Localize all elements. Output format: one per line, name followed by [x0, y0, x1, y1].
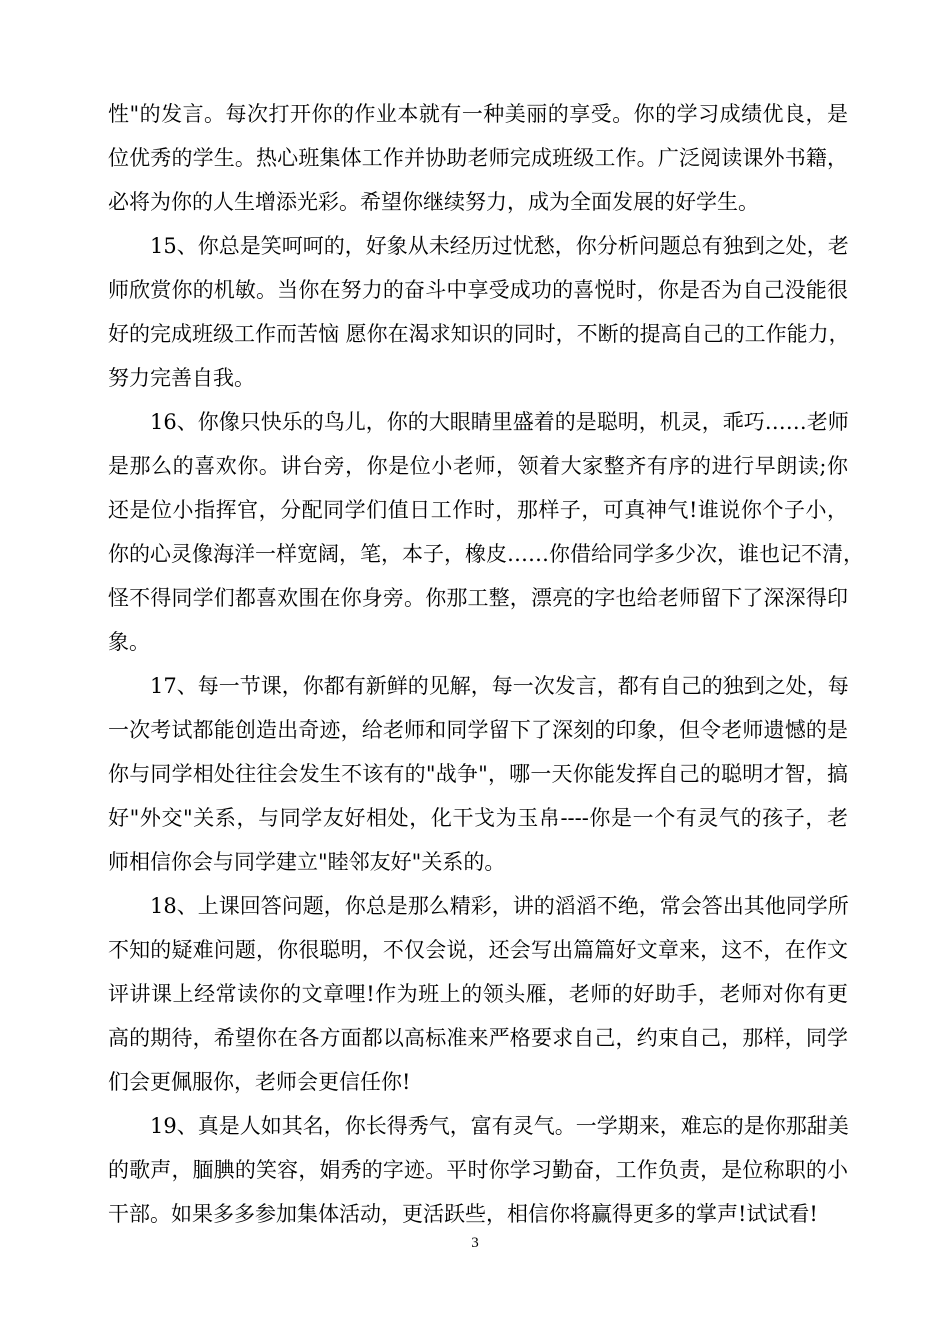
paragraph-first-line: 17、每一节课，你都有新鲜的见解，每一次发言，都有自己的独到之处，每 — [150, 674, 849, 698]
paragraph-first-line: 18、上课回答问题，你总是那么精彩，讲的滔滔不绝，常会答出其他同学所 — [150, 894, 849, 918]
text-line: 象。 — [108, 630, 150, 654]
text-line: 位优秀的学生。热心班集体工作并协助老师完成班级工作。广泛阅读课外书籍， — [108, 146, 848, 170]
text-line: 性"的发言。每次打开你的作业本就有一种美丽的享受。你的学习成绩优良，是 — [108, 102, 848, 126]
text-line: 是那么的喜欢你。讲台旁，你是位小老师，领着大家整齐有序的进行早朗读;你 — [108, 454, 848, 478]
text-line: 评讲课上经常读你的文章哩!作为班上的领头雁，老师的好助手，老师对你有更 — [108, 982, 848, 1006]
text-line: 们会更佩服你，老师会更信任你! — [108, 1070, 411, 1094]
text-line: 高的期待，希望你在各方面都以高标准来严格要求自己，约束自己，那样，同学 — [108, 1026, 848, 1050]
text-line: 一次考试都能创造出奇迹，给老师和同学留下了深刻的印象，但令老师遗憾的是 — [108, 718, 848, 742]
text-line: 必将为你的人生增添光彩。希望你继续努力，成为全面发展的好学生。 — [108, 190, 759, 214]
paragraph-first-line: 15、你总是笑呵呵的，好象从未经历过忧愁，你分析问题总有独到之处，老 — [150, 234, 849, 258]
text-line: 努力完善自我。 — [108, 366, 255, 390]
text-line: 不知的疑难问题，你很聪明，不仅会说，还会写出篇篇好文章来，这不，在作文 — [108, 938, 848, 962]
text-line: 怪不得同学们都喜欢围在你身旁。你那工整，漂亮的字也给老师留下了深深得印 — [108, 586, 848, 610]
text-line: 你的心灵像海洋一样宽阔，笔，本子，橡皮……你借给同学多少次，谁也记不清， — [108, 542, 864, 566]
text-line: 的歌声，腼腆的笑容，娟秀的字迹。平时你学习勤奋，工作负责，是位称职的小 — [108, 1158, 848, 1182]
paragraph-first-line: 16、你像只快乐的鸟儿，你的大眼睛里盛着的是聪明，机灵，乖巧……老师 — [150, 410, 849, 434]
paragraph-first-line: 19、真是人如其名，你长得秀气，富有灵气。一学期来，难忘的是你那甜美 — [150, 1114, 849, 1138]
text-line: 还是位小指挥官，分配同学们值日工作时，那样子，可真神气!谁说你个子小， — [108, 498, 848, 522]
text-line: 师欣赏你的机敏。当你在努力的奋斗中享受成功的喜悦时，你是否为自己没能很 — [108, 278, 848, 302]
text-line: 干部。如果多多参加集体活动，更活跃些，相信你将赢得更多的掌声!试试看! — [108, 1202, 818, 1226]
page-number: 3 — [471, 1235, 479, 1251]
text-line: 好的完成班级工作而苦恼 愿你在渴求知识的同时，不断的提高自己的工作能力， — [108, 322, 850, 346]
text-line: 师相信你会与同学建立"睦邻友好"关系的。 — [108, 850, 506, 874]
text-line: 你与同学相处往往会发生不该有的"战争"，哪一天你能发挥自己的聪明才智，搞 — [108, 762, 848, 786]
text-line: 好"外交"关系，与同学友好相处，化干戈为玉帛----你是一个有灵气的孩子，老 — [108, 806, 848, 830]
